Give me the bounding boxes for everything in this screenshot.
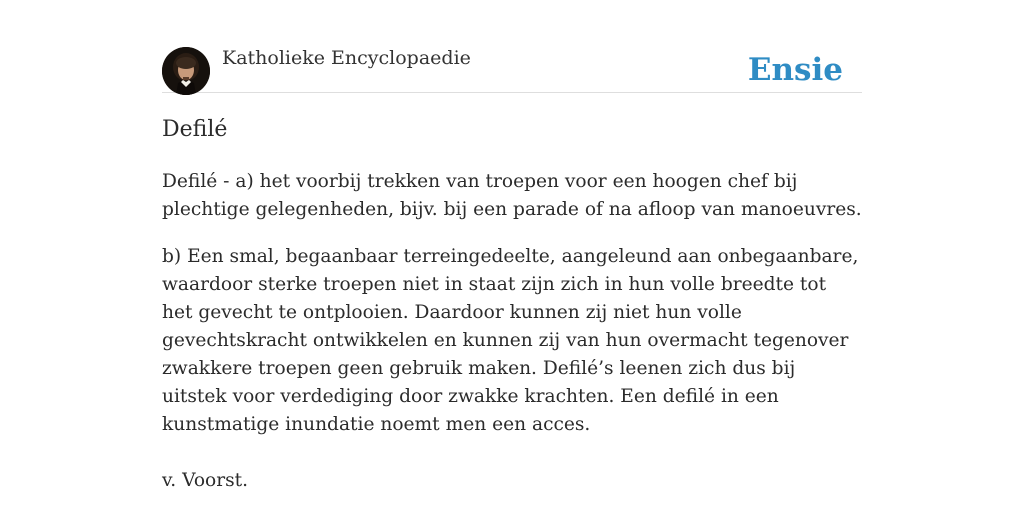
article-body: [162, 168, 862, 514]
author-credit: v. Voorst.: [162, 470, 249, 491]
article-paragraph: Defilé - a) het voorbij trekken van troepen voor een hoogen chef bij plechtige gelegenheden, bijv. bij een parade of na afloop van manoeuvres.: [162, 171, 862, 220]
portrait-avatar-icon[interactable]: [162, 47, 210, 95]
page-container: [162, 0, 862, 491]
portrait-avatar-image: [162, 47, 210, 95]
brand-logo-link[interactable]: Ensie: [747, 52, 843, 88]
source-title-link[interactable]: Katholieke Encyclopaedie: [222, 47, 471, 69]
page-title: Defilé: [162, 117, 228, 142]
header: [162, 0, 862, 93]
article-paragraph: b) Een smal, begaanbaar terreingedeelte, aangeleund aan onbegaanbare, waardoor sterke troepen niet in staat zijn zich in hun volle breedte tot het gevecht te ontplooien. Daardoor kunnen zij niet hun volle gevechtskracht ontwikkelen en kunnen zij van hun overmacht tegenover zwakkere troepen geen gebruik maken. Defilé’s leenen zich dus bij uitstek voor verdediging door zwakke krachten. Een defilé in een kunstmatige inundatie noemt men een acces.: [162, 246, 859, 435]
